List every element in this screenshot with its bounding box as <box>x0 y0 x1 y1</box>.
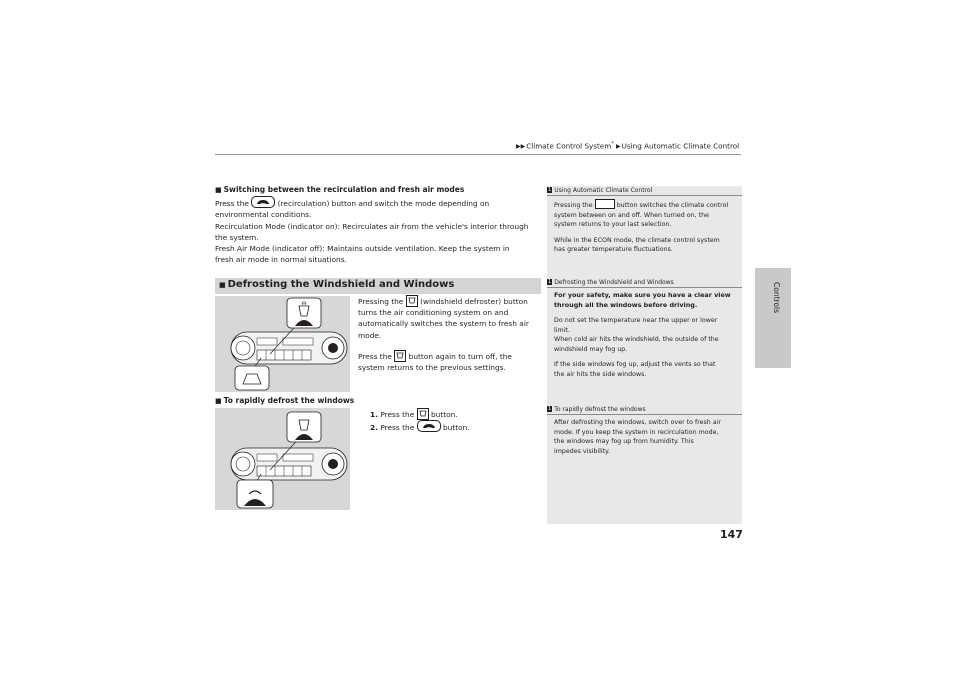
rapid-step1-number: 1. <box>370 410 378 419</box>
note2-line5: If the side windows fog up, adjust the vents so that <box>554 361 716 368</box>
rapid-defrost-heading: ■ To rapidly defrost the windows <box>215 396 355 405</box>
note3-line4: impedes visibility. <box>554 447 610 455</box>
note1-heading <box>547 187 742 194</box>
defrost-p1-l4: mode. <box>358 330 382 340</box>
rapid-step-1 <box>370 408 540 420</box>
switching-section <box>215 184 545 265</box>
auto-climate-button-icon <box>595 199 615 209</box>
note2-bold-line1: For your safety, make sure you have a clear view <box>554 291 731 299</box>
switching-line5: Fresh Air Mode (indicator off): Maintains outside ventilation. Keep the system in <box>215 244 510 254</box>
windshield-defroster-icon <box>394 350 406 362</box>
note-rapid-defrost <box>547 406 742 456</box>
defrost-section-title-text: Defrosting the Windshield and Windows <box>227 279 455 290</box>
switching-heading: ■ Switching between the recirculation and fresh air modes <box>215 185 465 194</box>
note3-heading <box>547 406 742 413</box>
windshield-defroster-icon <box>417 408 429 420</box>
climate-panel-rapid-defrost-illustration <box>215 408 349 510</box>
breadcrumb-crumb1: Climate Control System <box>526 141 612 151</box>
defrost-p1-l2: turns the air conditioning system on and <box>358 308 509 318</box>
defrost-p2-l2: system returns to the previous settings. <box>358 363 506 373</box>
note2-line6: the air hits the side windows. <box>554 370 647 378</box>
note3-line3: the windows may fog up from humidity. This <box>554 438 694 445</box>
note1-line3: system returns to your last selection. <box>554 221 672 228</box>
switching-line4: the system. <box>215 232 259 242</box>
note1-line1a: Pressing the <box>554 202 593 209</box>
rapid-defrost-figure <box>215 408 350 510</box>
switching-line2: environmental conditions. <box>215 210 312 220</box>
defrost-p1-l3: automatically switches the system to fresh air <box>358 319 529 329</box>
rapid-step2-number: 2. <box>370 423 378 433</box>
rapid-defrost-steps <box>370 408 540 433</box>
note-climate-control <box>547 187 742 255</box>
note1-heading-text: Using Automatic Climate Control <box>554 187 653 194</box>
note3-divider <box>547 414 742 415</box>
defrost-p1-l1a: Pressing the <box>358 297 404 306</box>
breadcrumb-arrow-icon: ▶▶ <box>516 143 526 151</box>
note3-line1: After defrosting the windows, switch over to fresh air <box>554 419 721 426</box>
defroster-figure <box>215 296 350 392</box>
note2-line4: windshield may fog up. <box>554 345 628 353</box>
defrost-description <box>358 295 543 373</box>
note2-bold-line2: through all the windows before driving. <box>554 300 698 309</box>
note2-divider <box>547 287 742 288</box>
header-divider <box>215 154 741 155</box>
rapid-step1-text-b: button. <box>430 410 458 419</box>
switching-line3: Recirculation Mode (indicator on): Recirculates air from the vehicle's interior through <box>215 221 529 231</box>
rapid-step2-text-a: Press the <box>380 423 415 433</box>
switching-heading-text: Switching between the recirculation and fresh air modes <box>223 185 465 194</box>
rapid-defrost-heading-text: To rapidly defrost the windows <box>223 396 355 405</box>
note2-line2: limit. <box>554 326 570 334</box>
note3-heading-text: To rapidly defrost the windows <box>554 406 646 413</box>
note-marker-icon: 1 <box>548 187 552 193</box>
defrost-p2-l1b: button again to turn off, the <box>408 351 512 361</box>
breadcrumb <box>516 141 739 150</box>
note-defrosting <box>547 279 742 379</box>
switching-line1b: (recirculation) button and switch the mode depending on <box>277 199 490 209</box>
breadcrumb-star: * <box>611 141 614 147</box>
note-marker-icon: 1 <box>548 406 552 412</box>
defrost-section-title: ■ Defrosting the Windshield and Windows <box>219 279 455 290</box>
recirculation-button-icon <box>251 196 275 208</box>
breadcrumb-crumb2: Using Automatic Climate Control <box>621 141 740 151</box>
note2-line1: Do not set the temperature near the upper or lower <box>554 317 718 324</box>
rapid-step1-text-a: Press the <box>380 410 415 419</box>
note1-line4: While in the ECON mode, the climate control system <box>554 236 720 244</box>
rapid-step2-text-b: button. <box>442 423 470 433</box>
recirculation-button-icon <box>417 420 441 432</box>
windshield-defroster-icon <box>406 295 418 307</box>
note1-line2: system between on and off. When turned on, the <box>554 211 709 219</box>
climate-panel-defroster-illustration <box>215 296 349 392</box>
note2-heading-text: Defrosting the Windshield and Windows <box>554 279 674 286</box>
note1-line1b: button switches the climate control <box>616 202 729 209</box>
defrost-p1-l1b: (windshield defroster) button <box>420 297 528 306</box>
defrost-p2-l1a: Press the <box>358 351 392 361</box>
note2-heading <box>547 279 742 286</box>
side-tab-label: Controls <box>772 282 781 314</box>
note-marker-icon: 1 <box>548 279 552 285</box>
switching-line1a: Press the <box>215 199 249 209</box>
breadcrumb-arrow-icon: ▶ <box>616 143 621 151</box>
note1-divider <box>547 195 742 196</box>
note3-line2: mode. If you keep the system in recirculation mode, <box>554 428 719 436</box>
switching-line6: fresh air mode in normal situations. <box>215 255 347 265</box>
rapid-step-2 <box>370 420 540 433</box>
page-number: 147 <box>720 528 743 541</box>
note1-line5: has greater temperature fluctuations. <box>554 246 673 253</box>
note2-line3: When cold air hits the windshield, the outside of the <box>554 336 719 343</box>
